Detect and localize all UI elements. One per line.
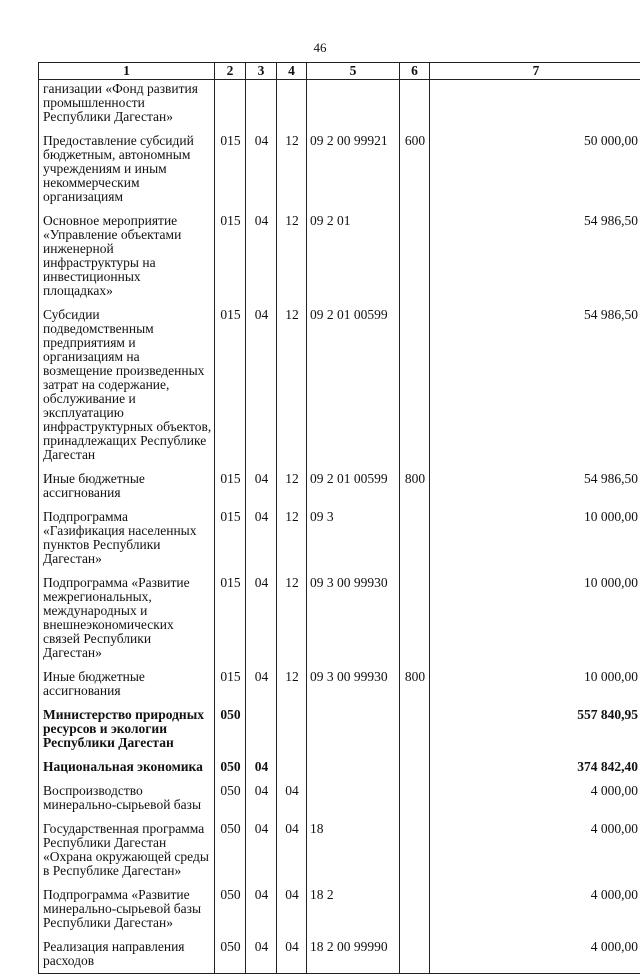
row-cell-c2: 050 xyxy=(215,755,246,779)
row-cell-c2: 015 xyxy=(215,665,246,703)
row-name-cell: Подпрограмма «Развитие межрегиональных, международных и внешнеэкономических связей Республики Дагестан» xyxy=(39,571,215,665)
row-cell-c7: 54 986,50 xyxy=(430,303,640,467)
row-name-cell: ганизации «Фонд развития промышленности Республики Дагестан» xyxy=(39,80,215,130)
row-cell-c6 xyxy=(400,703,430,755)
row-name-cell: Основное мероприятие «Управление объектами инженерной инфраструктуры на инвестиционных площадках» xyxy=(39,209,215,303)
row-cell-c6: 800 xyxy=(400,467,430,505)
row-cell-c5: 09 3 00 99930 xyxy=(307,665,400,703)
row-cell-c6: 800 xyxy=(400,665,430,703)
table-row xyxy=(39,817,640,883)
row-cell-c4: 12 xyxy=(277,129,307,209)
row-cell-c5 xyxy=(307,755,400,779)
row-cell-c3: 04 xyxy=(246,467,277,505)
row-cell-c7: 50 000,00 xyxy=(430,129,640,209)
row-cell-c4: 04 xyxy=(277,883,307,935)
row-cell-c3: 04 xyxy=(246,817,277,883)
row-cell-c7 xyxy=(430,80,640,130)
row-cell-c2: 015 xyxy=(215,129,246,209)
row-cell-c6 xyxy=(400,755,430,779)
row-cell-c5: 18 2 00 99990 xyxy=(307,935,400,974)
row-cell-c5: 09 2 00 99921 xyxy=(307,129,400,209)
row-cell-c3 xyxy=(246,703,277,755)
row-name-cell: Реализация направления расходов xyxy=(39,935,215,974)
row-cell-c5: 09 2 01 00599 xyxy=(307,467,400,505)
row-cell-c3: 04 xyxy=(246,209,277,303)
row-cell-c5: 09 2 01 xyxy=(307,209,400,303)
row-cell-c4 xyxy=(277,703,307,755)
row-cell-c6 xyxy=(400,505,430,571)
row-cell-c5 xyxy=(307,779,400,817)
row-cell-c6 xyxy=(400,571,430,665)
row-cell-c2: 015 xyxy=(215,571,246,665)
table-row xyxy=(39,129,640,209)
row-name-cell: Министерство природных ресурсов и экологии Республики Дагестан xyxy=(39,703,215,755)
row-cell-c6: 600 xyxy=(400,129,430,209)
row-cell-c6 xyxy=(400,935,430,974)
table-row xyxy=(39,883,640,935)
row-name-cell: Иные бюджетные ассигнования xyxy=(39,665,215,703)
row-cell-c5 xyxy=(307,80,400,130)
row-cell-c5: 18 2 xyxy=(307,883,400,935)
row-cell-c7: 4 000,00 xyxy=(430,817,640,883)
column-header-5: 5 xyxy=(307,63,400,80)
row-cell-c2: 015 xyxy=(215,303,246,467)
row-cell-c2: 015 xyxy=(215,209,246,303)
row-cell-c3: 04 xyxy=(246,935,277,974)
page-number: 46 xyxy=(0,40,640,56)
row-cell-c4: 04 xyxy=(277,935,307,974)
row-cell-c6 xyxy=(400,80,430,130)
row-cell-c6 xyxy=(400,883,430,935)
row-cell-c4 xyxy=(277,755,307,779)
row-cell-c7: 10 000,00 xyxy=(430,571,640,665)
row-name-cell: Подпрограмма «Газификация населенных пунктов Республики Дагестан» xyxy=(39,505,215,571)
row-name-cell: Подпрограмма «Развитие минерально-сырьевой базы Республики Дагестан» xyxy=(39,883,215,935)
row-cell-c7: 54 986,50 xyxy=(430,467,640,505)
row-name-cell: Национальная экономика xyxy=(39,755,215,779)
row-cell-c6 xyxy=(400,303,430,467)
column-header-1: 1 xyxy=(39,63,215,80)
row-cell-c7: 4 000,00 xyxy=(430,883,640,935)
row-cell-c7: 10 000,00 xyxy=(430,665,640,703)
table-row xyxy=(39,703,640,755)
row-cell-c2 xyxy=(215,80,246,130)
table-row xyxy=(39,779,640,817)
row-cell-c3: 04 xyxy=(246,571,277,665)
column-header-7: 7 xyxy=(430,63,640,80)
table-row xyxy=(39,209,640,303)
column-header-3: 3 xyxy=(246,63,277,80)
row-cell-c4: 12 xyxy=(277,505,307,571)
row-cell-c6 xyxy=(400,209,430,303)
row-cell-c6 xyxy=(400,779,430,817)
row-cell-c2: 050 xyxy=(215,883,246,935)
table-body xyxy=(39,80,640,974)
row-cell-c5: 09 3 xyxy=(307,505,400,571)
row-cell-c7: 4 000,00 xyxy=(430,935,640,974)
row-cell-c4: 12 xyxy=(277,209,307,303)
row-cell-c3: 04 xyxy=(246,303,277,467)
table-row xyxy=(39,935,640,974)
row-cell-c5: 18 xyxy=(307,817,400,883)
row-cell-c5: 09 3 00 99930 xyxy=(307,571,400,665)
row-name-cell: Иные бюджетные ассигнования xyxy=(39,467,215,505)
row-cell-c7: 557 840,95 xyxy=(430,703,640,755)
table-row xyxy=(39,467,640,505)
row-name-cell: Предоставление субсидий бюджетным, автономным учреждениям и иным некоммерческим организациям xyxy=(39,129,215,209)
column-header-6: 6 xyxy=(400,63,430,80)
row-cell-c3: 04 xyxy=(246,755,277,779)
row-cell-c4: 04 xyxy=(277,779,307,817)
row-cell-c3: 04 xyxy=(246,779,277,817)
column-header-4: 4 xyxy=(277,63,307,80)
table-row xyxy=(39,303,640,467)
row-cell-c3 xyxy=(246,80,277,130)
row-cell-c5: 09 2 01 00599 xyxy=(307,303,400,467)
row-cell-c4: 04 xyxy=(277,817,307,883)
header-row xyxy=(39,63,640,80)
row-cell-c3: 04 xyxy=(246,883,277,935)
row-name-cell: Субсидии подведомственным предприятиям и организациям на возмещение произведенных затрат на содержание, обслуживание и эксплуатацию инфраструктурных объектов, принадлежащих Республике Дагестан xyxy=(39,303,215,467)
row-cell-c4: 12 xyxy=(277,303,307,467)
row-cell-c2: 050 xyxy=(215,817,246,883)
row-cell-c2: 015 xyxy=(215,505,246,571)
row-cell-c3: 04 xyxy=(246,129,277,209)
row-cell-c5 xyxy=(307,703,400,755)
row-cell-c7: 54 986,50 xyxy=(430,209,640,303)
row-name-cell: Государственная программа Республики Дагестан «Охрана окружающей среды в Республике Дагестан» xyxy=(39,817,215,883)
row-cell-c4: 12 xyxy=(277,665,307,703)
row-cell-c7: 10 000,00 xyxy=(430,505,640,571)
table-row xyxy=(39,80,640,130)
row-cell-c4: 12 xyxy=(277,467,307,505)
row-cell-c4 xyxy=(277,80,307,130)
row-cell-c6 xyxy=(400,817,430,883)
column-header-2: 2 xyxy=(215,63,246,80)
row-cell-c7: 374 842,40 xyxy=(430,755,640,779)
table-row xyxy=(39,571,640,665)
table-row xyxy=(39,665,640,703)
row-cell-c7: 4 000,00 xyxy=(430,779,640,817)
row-cell-c2: 015 xyxy=(215,467,246,505)
table-row xyxy=(39,755,640,779)
row-cell-c2: 050 xyxy=(215,935,246,974)
row-cell-c2: 050 xyxy=(215,703,246,755)
row-cell-c3: 04 xyxy=(246,665,277,703)
table-row xyxy=(39,505,640,571)
row-cell-c4: 12 xyxy=(277,571,307,665)
row-cell-c3: 04 xyxy=(246,505,277,571)
row-cell-c2: 050 xyxy=(215,779,246,817)
budget-table xyxy=(38,62,640,974)
row-name-cell: Воспроизводство минерально-сырьевой базы xyxy=(39,779,215,817)
